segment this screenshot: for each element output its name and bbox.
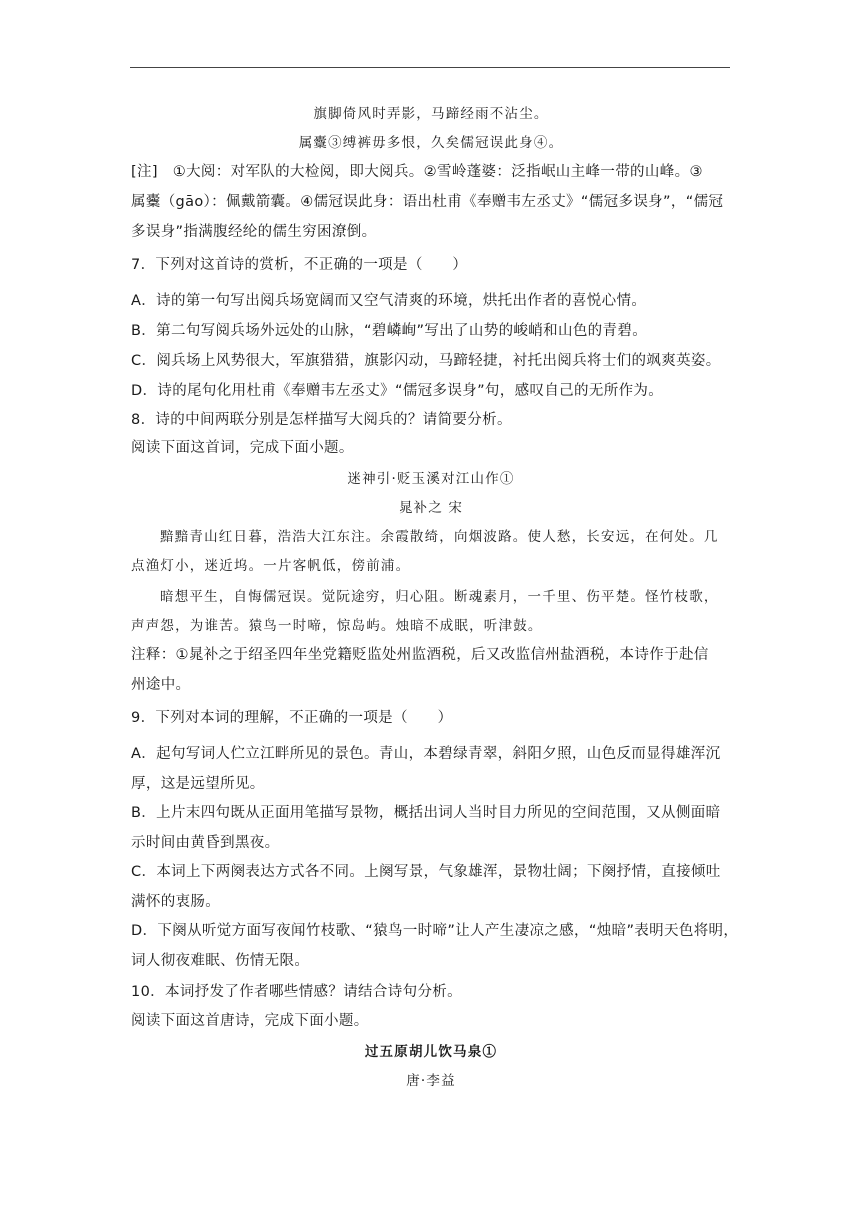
header-rule [130, 67, 730, 68]
q7-option-d: D．诗的尾句化用杜甫《奉赠韦左丞丈》“儒冠多误身”句，感叹自己的无所作为。 [131, 383, 664, 399]
q10-stem: 10．本词抒发了作者哪些情感？请结合诗句分析。 [131, 984, 462, 1000]
q7-option-b: B．第二句写阅兵场外远处的山脉，“碧嶙峋”写出了山势的峻峭和山色的青碧。 [131, 323, 648, 339]
poem1-line4: 属櫜③缚裤毋多恨，久矣儒冠误此身④。 [298, 135, 564, 151]
poem2-title: 迷神引·贬玉溪对江山作① [347, 471, 515, 487]
q9-option-c-line2: 满怀的衷肠。 [131, 894, 221, 910]
poem2-author: 晁补之 宋 [398, 500, 464, 516]
poem2-para1-line2: 点渔灯小，迷近坞。一片客帆低，傍前浦。 [131, 558, 411, 574]
q9-option-d-line1: D．下阕从听觉方面写夜闻竹枝歌、“猿鸟一时啼”让人产生凄凉之感，“烛暗”表明天色将明， [131, 923, 739, 939]
q9-option-b-line1: B．上片末四句既从正面用笔描写景物，概括出词人当时目力所见的空间范围，又从侧面暗 [131, 805, 721, 821]
intro-poem3: 阅读下面这首唐诗，完成下面小题。 [131, 1013, 369, 1029]
poem3-title: 过五原胡儿饮马泉① [364, 1044, 498, 1060]
q7-stem: 7．下列对这首诗的赏析，不正确的一项是（ ） [131, 257, 468, 273]
note1-line2: 属櫜（gāo）：佩戴箭囊。④儒冠误此身：语出杜甫《奉赠韦左丞丈》“儒冠多误身”，“儒冠 [131, 194, 724, 210]
note1-line3: 多误身”指满腹经纶的儒生穷困潦倒。 [131, 224, 377, 240]
q9-option-a-line1: A．起句写词人伫立江畔所见的景色。青山，本碧绿青翠，斜阳夕照，山色反而显得雄浑沉 [131, 746, 721, 762]
intro-poem2: 阅读下面这首词，完成下面小题。 [131, 440, 354, 456]
q7-option-c: C．阅兵场上风势很大，军旗猎猎，旗影闪动，马蹄轻捷，衬托出阅兵将士们的飒爽英姿。 [131, 353, 721, 369]
note2-line1: 注释：①晁补之于绍圣四年坐党籍贬监处州监酒税，后又改监信州盐酒税，本诗作于赴信 [131, 647, 709, 663]
poem3-author: 唐·李益 [406, 1073, 456, 1089]
q7-option-a: A．诗的第一句写出阅兵场宽阔而又空气清爽的环境，烘托出作者的喜悦心情。 [131, 293, 647, 309]
q9-option-a-line2: 厚，这是远望所见。 [131, 776, 265, 792]
note1-line1: [注] ①大阅：对军队的大检阅，即大阅兵。②雪岭蓬婆：泛指岷山主峰一带的山峰。③ [131, 164, 703, 180]
poem2-para2-line2: 声声怨，为谁苦。猿鸟一时啼，惊岛屿。烛暗不成眠，听津鼓。 [131, 618, 543, 634]
q9-stem: 9．下列对本词的理解，不正确的一项是（ ） [131, 710, 453, 726]
note2-line2: 州途中。 [131, 677, 191, 693]
poem2-para1-line1: 黯黯青山红日暮，浩浩大江东注。余霞散绮，向烟波路。使人愁，长安远，在何处。几 [160, 529, 719, 545]
poem2-para2-line1: 暗想平生，自悔儒冠误。觉阮途穷，归心阻。断魂素月，一千里、伤平楚。怪竹枝歌， [160, 589, 719, 605]
q9-option-c-line1: C．本词上下两阕表达方式各不同。上阕写景，气象雄浑，景物壮阔；下阕抒情，直接倾吐 [131, 864, 721, 880]
poem1-line3: 旗脚倚风时弄影，马蹄经雨不沾尘。 [313, 106, 549, 122]
q9-option-b-line2: 示时间由黄昏到黑夜。 [131, 835, 280, 851]
q8-stem: 8．诗的中间两联分别是怎样描写大阅兵的？请简要分析。 [131, 412, 512, 428]
q9-option-d-line2: 词人彻夜难眠、伤情无限。 [131, 953, 310, 969]
